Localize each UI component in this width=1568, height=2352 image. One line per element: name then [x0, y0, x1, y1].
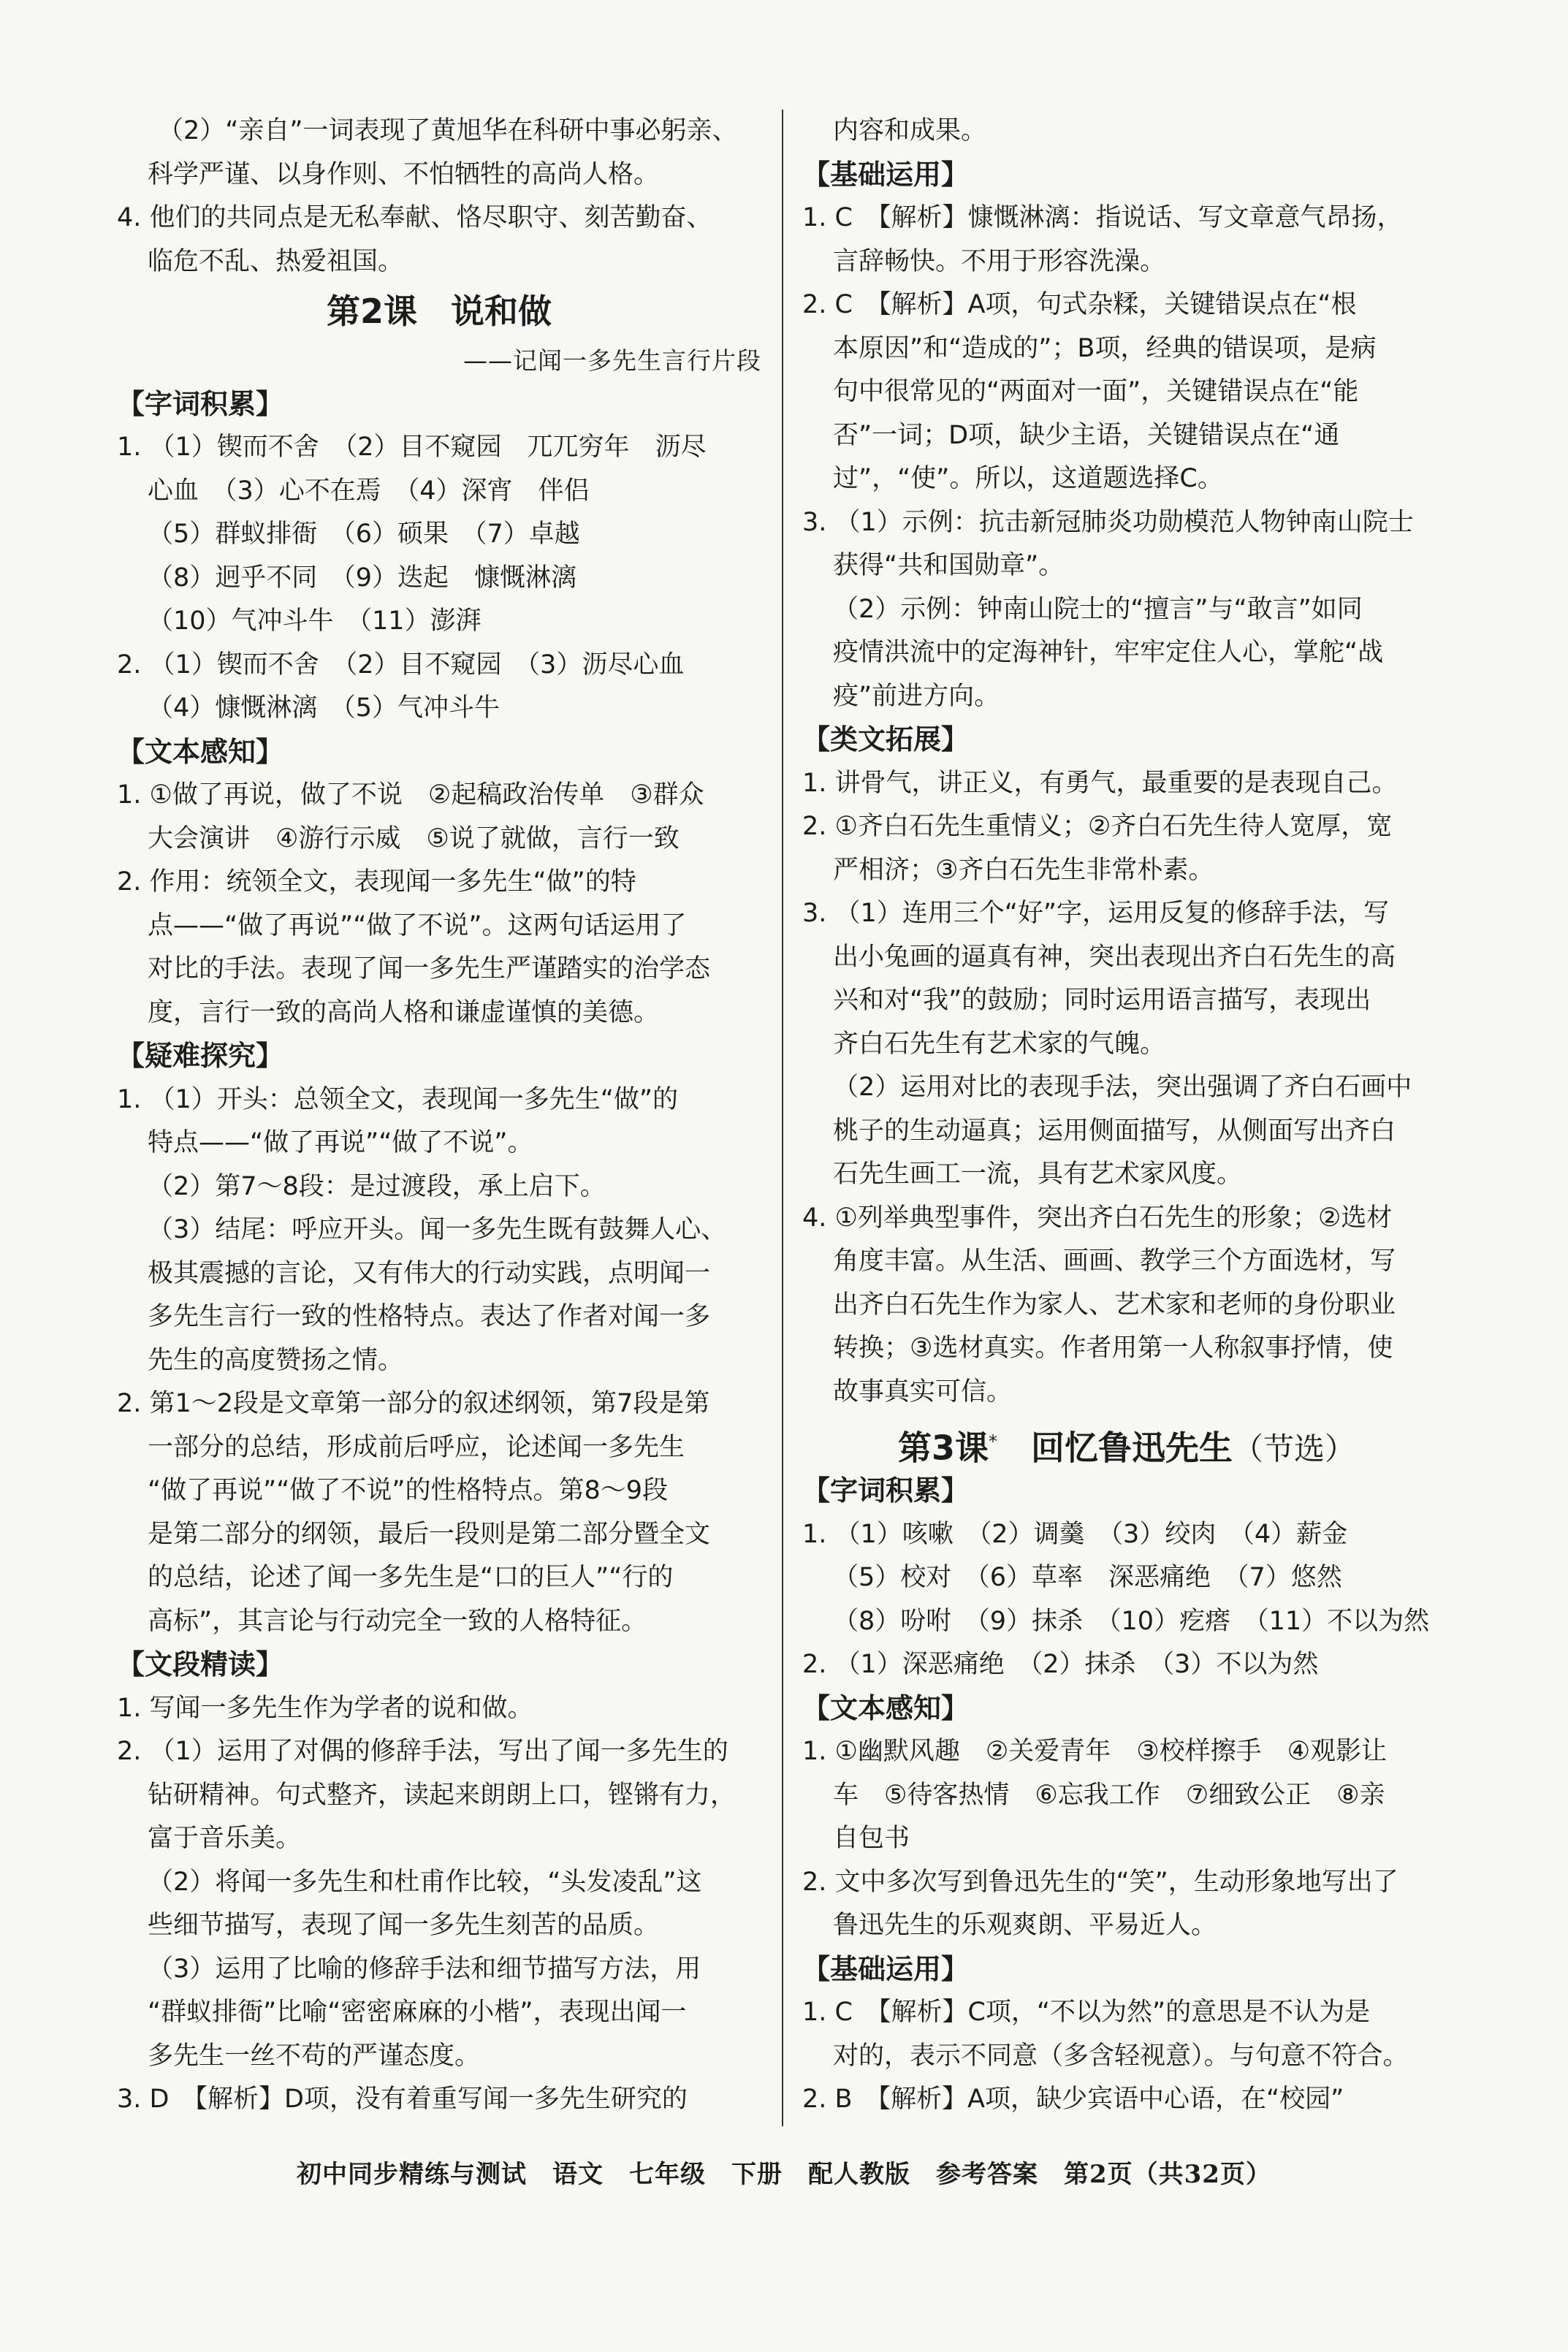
page-footer: 初中同步精练与测试 语文 七年级 下册 配人教版 参考答案 第2页（共32页） [297, 2160, 1271, 2189]
text-line [802, 2035, 1451, 2079]
text-line-text: （3）运用了比喻的修辞手法和细节描写方法，用 [148, 1954, 701, 1984]
text-line [802, 370, 1451, 414]
text-line [802, 1904, 1451, 1948]
text-line [802, 849, 1451, 893]
text-line-text: 出小兔画的逼真有神，突出表现出齐白石先生的高 [833, 942, 1396, 972]
text-line-text: 2. 作用：统领全文，表现闻一多先生“做”的特 [117, 867, 636, 897]
text-line-text: 3. （1）连用三个“好”字，运用反复的修辞手法，写 [802, 899, 1390, 928]
text-line-text: 鲁迅先生的乐观爽朗、平易近人。 [833, 1911, 1217, 1940]
text-line [117, 1426, 761, 1470]
text-line [802, 1991, 1451, 2035]
text-line [117, 1730, 761, 1774]
text-line [802, 1284, 1451, 1328]
text-line [802, 2078, 1451, 2122]
section-heading [117, 1643, 761, 1687]
text-line-text: 极其震撼的言论，又有伟大的行动实践，点明闻一 [148, 1258, 711, 1288]
text-line [117, 1339, 761, 1383]
text-line-text: 1. （1）开头：总领全文，表现闻一多先生“做”的 [117, 1084, 679, 1114]
section-heading [802, 718, 1451, 762]
text-line [802, 936, 1451, 980]
text-line-text: 高标”，其言论与行动完全一致的人格特征。 [148, 1606, 647, 1636]
text-line-text: 钻研精神。句式整齐，读起来朗朗上口，铿锵有力， [148, 1780, 737, 1810]
section-heading [117, 383, 761, 427]
text-line-text: 疫”前进方向。 [833, 681, 1000, 711]
text-line [802, 1066, 1451, 1110]
text-line [117, 1295, 761, 1339]
right-column [802, 110, 1451, 2122]
text-line [117, 600, 761, 644]
text-line [117, 687, 761, 731]
text-line-text: “做了再说”“做了不说”的性格特点。第8～9段 [148, 1476, 669, 1505]
text-line [802, 1153, 1451, 1197]
text-line-text: 疫情洪流中的定海神针，牢牢定住人心，掌舵“战 [833, 638, 1384, 667]
section-heading-text: 【文段精读】 [117, 1648, 284, 1681]
text-line [802, 1023, 1451, 1067]
text-line-text: 句中很常见的“两面对一面”，关键错误点在“能 [833, 377, 1359, 406]
section-heading [117, 731, 761, 775]
text-line [117, 1948, 761, 1992]
section-heading-text: 【类文拓展】 [802, 723, 970, 756]
text-line-text: 点——“做了再说”“做了不说”。这两句话运用了 [148, 910, 687, 940]
text-line-text: 4. 他们的共同点是无私奉献、恪尽职守、刻苦勤奋、 [117, 203, 712, 232]
lesson-subtitle-text: ——记闻一多先生言行片段 [463, 346, 761, 375]
text-line [802, 631, 1451, 675]
section-heading-text: 【字词积累】 [802, 1474, 970, 1507]
text-line-text: 2. （1）运用了对偶的修辞手法，写出了闻一多先生的 [117, 1737, 728, 1766]
text-line [117, 2035, 761, 2079]
text-line [117, 557, 761, 601]
text-line [117, 1382, 761, 1426]
text-line [117, 1817, 761, 1861]
text-line-text: 否”一词；D项，缺少主语，关键错误点在“通 [833, 420, 1340, 450]
text-line-text: 大会演讲 ④游行示威 ⑤说了就做，言行一致 [148, 823, 680, 853]
section-heading [802, 1948, 1451, 1992]
text-line [117, 153, 761, 197]
section-heading-text: 【疑难探究】 [117, 1040, 284, 1072]
text-line-text: （2）运用对比的表现手法，突出强调了齐白石画中 [833, 1073, 1412, 1102]
text-line [802, 1730, 1451, 1774]
text-line [802, 1371, 1451, 1415]
text-line [117, 1209, 761, 1252]
text-line [802, 1327, 1451, 1371]
text-line [117, 818, 761, 861]
text-line-text: （8）吩咐 （9）抹杀 （10）疙瘩 （11）不以为然 [833, 1606, 1430, 1636]
text-line [117, 861, 761, 905]
text-line [117, 110, 761, 153]
text-line-text: 2. 文中多次写到鲁迅先生的“笑”，生动形象地写出了 [802, 1867, 1398, 1897]
text-line-text: 转换；③选材真实。作者用第一人称叙事抒情，使 [833, 1333, 1393, 1363]
text-line [117, 1556, 761, 1600]
text-line-text: 桃子的生动逼真；运用侧面描写，从侧面写出齐白 [833, 1116, 1396, 1146]
left-column [117, 110, 761, 2122]
text-line [802, 327, 1451, 371]
text-line-text: （4）慷慨淋漓 （5）气冲斗牛 [148, 693, 501, 723]
text-line [802, 240, 1451, 284]
column-divider [782, 110, 783, 2126]
text-line [117, 1904, 761, 1948]
text-line [117, 1252, 761, 1296]
text-line [117, 240, 761, 284]
text-line-text: 1. C 【解析】C项，“不以为然”的意思是不认为是 [802, 1998, 1371, 2027]
text-line [117, 1687, 761, 1731]
text-line [117, 1122, 761, 1165]
text-line-text: 获得“共和国勋章”。 [833, 551, 1065, 580]
section-heading-text: 【字词积累】 [117, 387, 284, 420]
text-line [802, 1110, 1451, 1154]
text-line [117, 948, 761, 992]
text-line [117, 197, 761, 240]
text-line-text: 过”，“使”。所以，这道题选择C。 [833, 464, 1223, 493]
text-line [802, 501, 1451, 545]
text-line [117, 470, 761, 514]
section-heading [117, 1035, 761, 1078]
text-line-text: 度，言行一致的高尚人格和谦虚谨慎的美德。 [148, 997, 660, 1027]
text-line [802, 805, 1451, 849]
text-line [802, 1861, 1451, 1905]
text-line [117, 1165, 761, 1209]
text-line [802, 1197, 1451, 1241]
text-line-text: 的总结，论述了闻一多先生是“口的巨人”“行的 [148, 1563, 674, 1592]
text-line [117, 992, 761, 1035]
text-line-text: 富于音乐美。 [148, 1824, 302, 1853]
text-line [117, 1861, 761, 1905]
text-line-text: （8）迥乎不同 （9）迭起 慷慨淋漓 [148, 563, 577, 593]
text-line [117, 426, 761, 470]
text-line-text: “群蚁排衙”比喻“密密麻麻的小楷”，表现出闻一 [148, 1998, 687, 2027]
text-line-text: 石先生画工一流，具有艺术家风度。 [833, 1160, 1243, 1189]
text-line [802, 283, 1451, 327]
text-line-text: 1. ①幽默风趣 ②关爱青年 ③校样擦手 ④观影让 [802, 1737, 1388, 1766]
text-line-text: 兴和对“我”的鼓励；同时运用语言描写，表现出 [833, 986, 1371, 1015]
lesson-title [117, 283, 761, 339]
text-line-text: 2. ①齐白石先生重情义；②齐白石先生待人宽厚，宽 [802, 812, 1393, 841]
text-line-text: 一部分的总结，形成前后呼应，论述闻一多先生 [148, 1432, 685, 1462]
text-line [802, 414, 1451, 458]
optional-lesson-mark: * [989, 1431, 997, 1452]
text-line-text: 3. D 【解析】D项，没有着重写闻一多先生研究的 [117, 2085, 688, 2114]
text-line [117, 1513, 761, 1557]
text-line-text: 1. （1）咳嗽 （2）调羹 （3）绞肉 （4）薪金 [802, 1519, 1348, 1549]
text-line [802, 979, 1451, 1023]
text-line-text: 科学严谨、以身作则、不怕牺牲的高尚人格。 [148, 159, 660, 189]
text-line [802, 197, 1451, 240]
text-line [117, 1991, 761, 2035]
text-line-text: 4. ①列举典型事件，突出齐白石先生的形象；②选材 [802, 1203, 1393, 1233]
section-heading-text: 【文本感知】 [117, 735, 284, 768]
text-line [802, 762, 1451, 806]
text-line [802, 1643, 1451, 1687]
section-heading-text: 【基础运用】 [802, 1952, 970, 1985]
text-line-text: 严相济；③齐白石先生非常朴素。 [833, 855, 1214, 885]
text-line [117, 1078, 761, 1122]
text-line-text: （2）“亲自”一词表现了黄旭华在科研中事必躬亲、 [158, 116, 738, 145]
text-line [117, 1774, 761, 1818]
text-line [802, 588, 1451, 632]
text-line-text: 故事真实可信。 [833, 1377, 1013, 1407]
text-line-text: 车 ⑤待客热情 ⑥忘我工作 ⑦细致公正 ⑧亲 [833, 1780, 1385, 1810]
lesson-title-note: （节选） [1233, 1431, 1356, 1467]
text-line [117, 1600, 761, 1644]
text-line-text: 角度丰富。从生活、画画、教学三个方面选材，写 [833, 1247, 1396, 1276]
section-heading-text: 【文本感知】 [802, 1691, 970, 1724]
text-line [802, 1817, 1451, 1861]
text-line [802, 457, 1451, 501]
text-line [802, 1600, 1451, 1644]
text-line [802, 544, 1451, 588]
text-line [802, 110, 1451, 153]
lesson-title-text: 第2课 说和做 [326, 292, 552, 331]
text-line-text: 2. （1）锲而不舍 （2）目不窥园 （3）沥尽心血 [117, 650, 685, 680]
lesson-title-text: 第3课 [897, 1428, 989, 1468]
text-line-text: 2. （1）深恶痛绝 （2）抹杀 （3）不以为然 [802, 1650, 1319, 1679]
text-line-text: 对的，表示不同意（多含轻视意）。与句意不符合。 [833, 2041, 1409, 2071]
text-line-text: 1. （1）锲而不舍 （2）目不窥园 兀兀穷年 沥尽 [117, 433, 707, 462]
text-line [802, 1774, 1451, 1818]
lesson-title [802, 1414, 1451, 1469]
text-line-text: （5）群蚁排衙 （6）硕果 （7）卓越 [148, 520, 580, 549]
text-line-text: 内容和成果。 [833, 116, 987, 145]
section-heading [802, 153, 1451, 197]
section-heading-text: 【基础运用】 [802, 158, 970, 191]
lesson-title-name: 回忆鲁迅先生 [997, 1428, 1233, 1468]
text-line-text: 先生的高度赞扬之情。 [148, 1345, 404, 1375]
text-line-text: （3）结尾：呼应开头。闻一多先生既有鼓舞人心、 [148, 1215, 727, 1244]
text-line-text: 2. B 【解析】A项，缺少宾语中心语，在“校园” [802, 2085, 1344, 2114]
text-line-text: 出齐白石先生作为家人、艺术家和老师的身份职业 [833, 1290, 1396, 1320]
text-line-text: 1. 写闻一多先生作为学者的说和做。 [117, 1693, 533, 1723]
text-line-text: 特点——“做了再说”“做了不说”。 [148, 1128, 533, 1157]
text-line-text: 多先生言行一致的性格特点。表达了作者对闻一多 [148, 1302, 711, 1331]
text-line-text: 2. C 【解析】A项，句式杂糅，关键错误点在“根 [802, 290, 1357, 319]
text-line-text: 本原因”和“造成的”；B项，经典的错误项，是病 [833, 333, 1377, 363]
text-line-text: 自包书 [833, 1824, 910, 1853]
text-line-text: 多先生一丝不苟的严谨态度。 [148, 2041, 481, 2071]
text-line [802, 675, 1451, 719]
text-line-text: 些细节描写，表现了闻一多先生刻苦的品质。 [148, 1911, 660, 1940]
text-line [117, 644, 761, 688]
text-line-text: 齐白石先生有艺术家的气魄。 [833, 1029, 1166, 1059]
text-line-text: （10）气冲斗牛 （11）澎湃 [148, 606, 482, 636]
section-heading [802, 1687, 1451, 1731]
text-line-text: 是第二部分的纲领，最后一段则是第二部分暨全文 [148, 1519, 711, 1549]
text-line [802, 1240, 1451, 1284]
text-line-text: 1. 讲骨气，讲正义，有勇气，最重要的是表现自己。 [802, 768, 1398, 798]
lesson-subtitle [117, 339, 761, 383]
text-line-text: 临危不乱、热爱祖国。 [148, 246, 404, 276]
text-line [802, 1513, 1451, 1557]
text-line [802, 1556, 1451, 1600]
text-line-text: 3. （1）示例：抗击新冠肺炎功勋模范人物钟南山院士 [802, 507, 1414, 537]
text-line-text: 言辞畅快。不用于形容洗澡。 [833, 246, 1166, 276]
text-line-text: （2）第7～8段：是过渡段，承上启下。 [148, 1171, 606, 1201]
text-line-text: （5）校对 （6）草率 深恶痛绝 （7）悠然 [833, 1563, 1342, 1592]
text-line-text: （2）将闻一多先生和杜甫作比较，“头发凌乱”这 [148, 1867, 702, 1897]
text-line [117, 1469, 761, 1513]
text-line-text: 1. ①做了再说，做了不说 ②起稿政治传单 ③群众 [117, 780, 704, 810]
text-line [117, 2078, 761, 2122]
text-line [802, 892, 1451, 936]
section-heading [802, 1469, 1451, 1513]
text-line [117, 905, 761, 948]
text-line-text: 2. 第1～2段是文章第一部分的叙述纲领，第7段是第 [117, 1389, 710, 1418]
text-line [117, 774, 761, 818]
text-line [117, 513, 761, 557]
text-line-text: 对比的手法。表现了闻一多先生严谨踏实的治学态 [148, 954, 711, 983]
text-line-text: 1. C 【解析】慷慨淋漓：指说话、写文章意气昂扬， [802, 203, 1403, 232]
text-line-text: （2）示例：钟南山院士的“擅言”与“敢言”如同 [833, 594, 1363, 624]
text-line-text: 心血 （3）心不在焉 （4）深宵 伴侣 [148, 476, 590, 506]
